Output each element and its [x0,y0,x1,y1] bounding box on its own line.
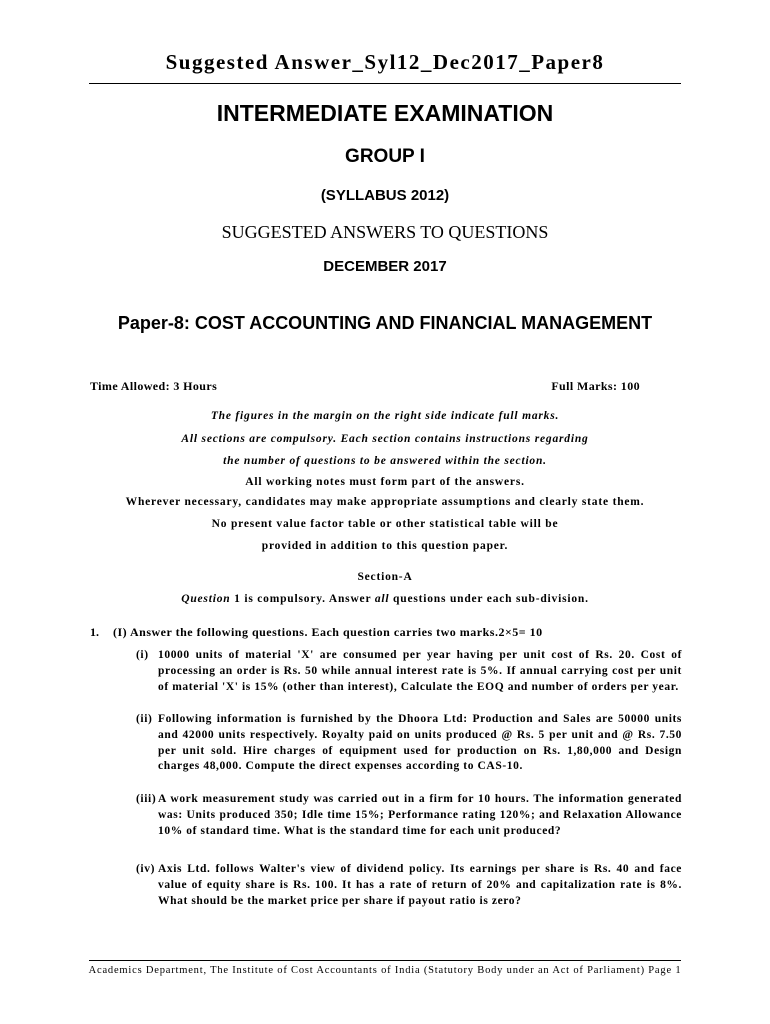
question-item [136,648,682,695]
instruction-line: provided in addition to this question paper. [261,540,509,552]
section-note-question: Question [181,593,231,605]
section-note [0,593,770,605]
instruction-line: Wherever necessary, candidates may make appropriate assumptions and clearly state them. [125,496,645,508]
question-item [136,712,682,775]
running-header: Suggested Answer_Syl12_Dec2017_Paper8 [165,50,605,74]
page-footer: Academics Department, The Institute of Cost Accountants of India (Statutory Body under an Act of Parliament) Page 1 [88,965,682,976]
instruction-line: the number of questions to be answered within the section. [223,455,547,467]
item-text: 10000 units of material 'X' are consumed per year having per unit cost of Rs. 20. Cost of processing an order is Rs. 50 while annual interest rate is 5%. If annual carrying cost per unit of material 'X' is 15% (other than interest), Calculate the EOQ and number of orders per year. [158,649,682,693]
group-title: GROUP I [345,146,425,167]
item-text: Following information is furnished by the Dhoora Ltd: Production and Sales are 50000 units and 42000 units respectively. Royalty paid on units produced @ Rs. 5 per unit and @ Rs. 7.50 per unit sold. Hire charges of equipment used for production on Rs. 1,80,000 and Design charges 48,000. Compute the direct expenses according to CAS-10. [158,713,682,773]
item-text: Axis Ltd. follows Walter's view of dividend policy. Its earnings per share is Rs. 40 and face value of equity share is Rs. 100. It has a rate of return of 20% and capitalization rate is 8%. What should be the market price per share if payout ratio is zero? [158,863,682,907]
question-item [136,862,682,909]
item-numeral: (i) [136,649,149,661]
question-item [136,792,682,839]
suggested-answers-title: SUGGESTED ANSWERS TO QUESTIONS [221,222,549,242]
instruction-line: All sections are compulsory. Each section contains instructions regarding [181,433,589,445]
exam-title: INTERMEDIATE EXAMINATION [216,100,554,126]
footer-divider [89,960,681,961]
instruction-line: The figures in the margin on the right side indicate full marks. [210,410,560,422]
full-marks: Full Marks: 100 [551,379,640,393]
question-intro: (I) Answer the following questions. Each question carries two marks.2×5= 10 [113,625,543,639]
time-allowed: Time Allowed: 3 Hours [90,379,218,393]
section-note-all: all [374,593,390,605]
header-divider [89,83,681,84]
item-text: A work measurement study was carried out in a firm for 10 hours. The information generated was: Units produced 350; Idle time 15%; Performance rating 120%; and Relaxation Allowance 10% of standard time. What is the standard time for each unit produced? [158,793,682,837]
item-numeral: (iii) [136,793,157,805]
section-title: Section-A [357,571,413,583]
instruction-line: All working notes must form part of the answers. [245,476,525,488]
instruction-line: No present value factor table or other statistical table will be [211,518,559,530]
item-numeral: (ii) [136,713,153,725]
item-numeral: (iv) [136,863,156,875]
exam-month: DECEMBER 2017 [323,258,447,275]
syllabus-title: (SYLLABUS 2012) [320,187,450,204]
section-note-mid: 1 is compulsory. Answer [230,593,375,605]
question-number: 1. [90,625,99,639]
paper-title: Paper-8: COST ACCOUNTING AND FINANCIAL MANAGEMENT [117,313,653,333]
section-note-suffix: questions under each sub-division. [389,593,589,605]
